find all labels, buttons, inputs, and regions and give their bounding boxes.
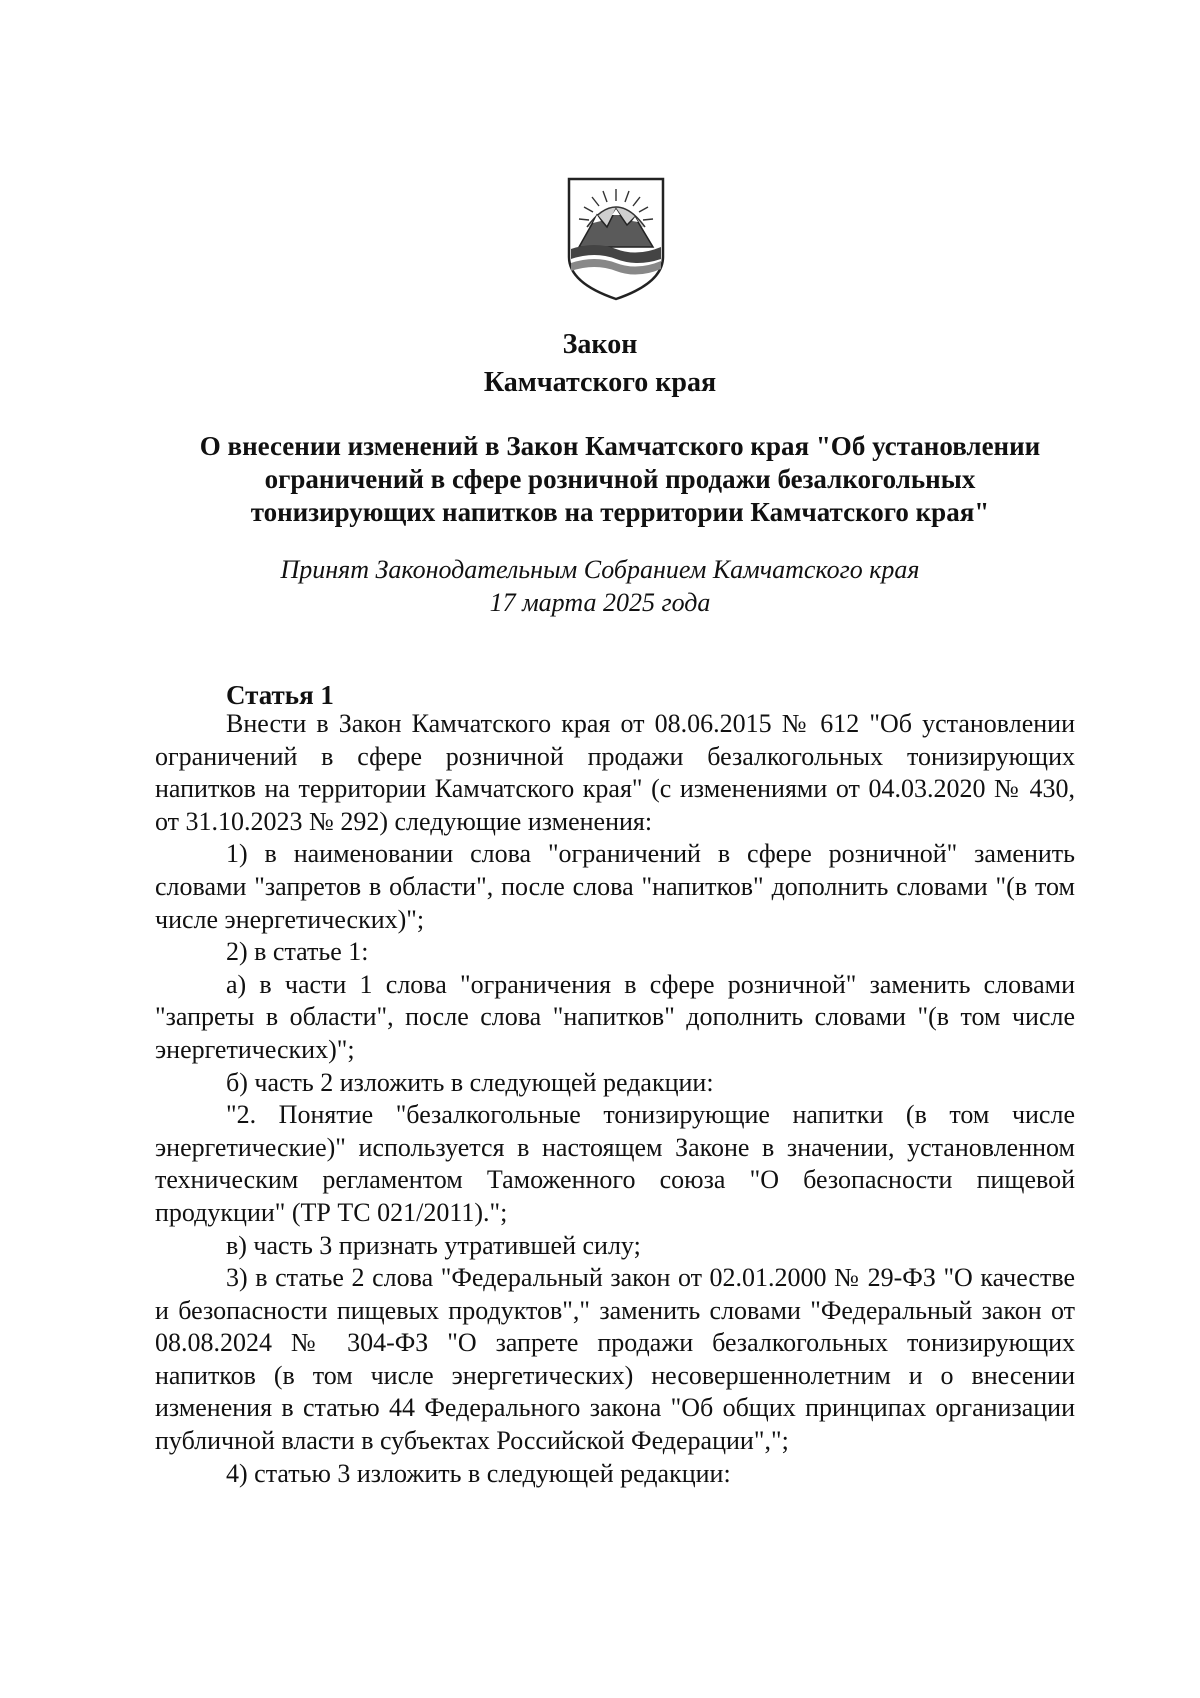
paragraph: 2) в статье 1: bbox=[226, 937, 369, 967]
law-title bbox=[140, 430, 1100, 529]
article-heading: Статья 1 bbox=[226, 680, 334, 710]
law-heading bbox=[0, 326, 1200, 402]
paragraph: в) часть 3 признать утратившей силу; bbox=[226, 1230, 641, 1260]
paragraph: а) в части 1 слова "ограничения в сфере розничной" заменить словами "запреты в области", после слова "напитков" дополнить словами "(в том числе энергетических)"; bbox=[155, 969, 1075, 1064]
adoption-note bbox=[0, 553, 1200, 619]
paragraph: "2. Понятие "безалкогольные тонизирующие напитки (в том числе энергетические)" используется в настоящем Законе в значении, установленном техническим регламентом Таможенного союза "О безопасности пищевой продукции" (ТР ТС 021/2011)."; bbox=[155, 1100, 1075, 1227]
paragraph: 3) в статье 2 слова "Федеральный закон от 02.01.2000 № 29-ФЗ "О качестве и безопасности пищевых продуктов"," заменить словами "Федеральный закон от 08.08.2024 № 304-ФЗ "О запрете продажи безалкогольных тонизирующих напитков (в том числе энергетических) несовершеннолетним и о внесении изменения в статью 44 Федерального закона "Об общих принципах организации публичной власти в субъектах Российской Федерации","; bbox=[155, 1263, 1075, 1456]
law-title-line1: О внесении изменений в Закон Камчатского края "Об установлении bbox=[199, 431, 1041, 461]
paragraph: 4) статью 3 изложить в следующей редакции: bbox=[226, 1458, 731, 1488]
law-heading-line1: Закон bbox=[562, 329, 638, 360]
paragraph: Внести в Закон Камчатского края от 08.06.2015 № 612 "Об установлении ограничений в сфере розничной продажи безалкогольных тонизирующих напитков на территории Камчатского края" (с изменениями от 04.03.2020 № 430, от 31.10.2023 № 292) следующие изменения: bbox=[155, 709, 1075, 836]
paragraph: 1) в наименовании слова "ограничений в сфере розничной" заменить словами "запретов в области", после слова "напитков" дополнить словами "(в том числе энергетических)"; bbox=[155, 839, 1075, 934]
law-title-line3: тонизирующих напитков на территории Камчатского края" bbox=[250, 497, 990, 527]
adoption-note-line1: Принят Законодательным Собранием Камчатского края bbox=[280, 555, 920, 584]
adoption-note-line2: 17 марта 2025 года bbox=[489, 588, 711, 617]
kamchatka-coat-of-arms-icon bbox=[565, 175, 667, 303]
law-title-line2: ограничений в сфере розничной продажи безалкогольных bbox=[264, 464, 976, 494]
article-body bbox=[155, 708, 1075, 1490]
paragraph: б) часть 2 изложить в следующей редакции: bbox=[226, 1067, 714, 1097]
law-heading-line2: Камчатского края bbox=[483, 367, 717, 398]
